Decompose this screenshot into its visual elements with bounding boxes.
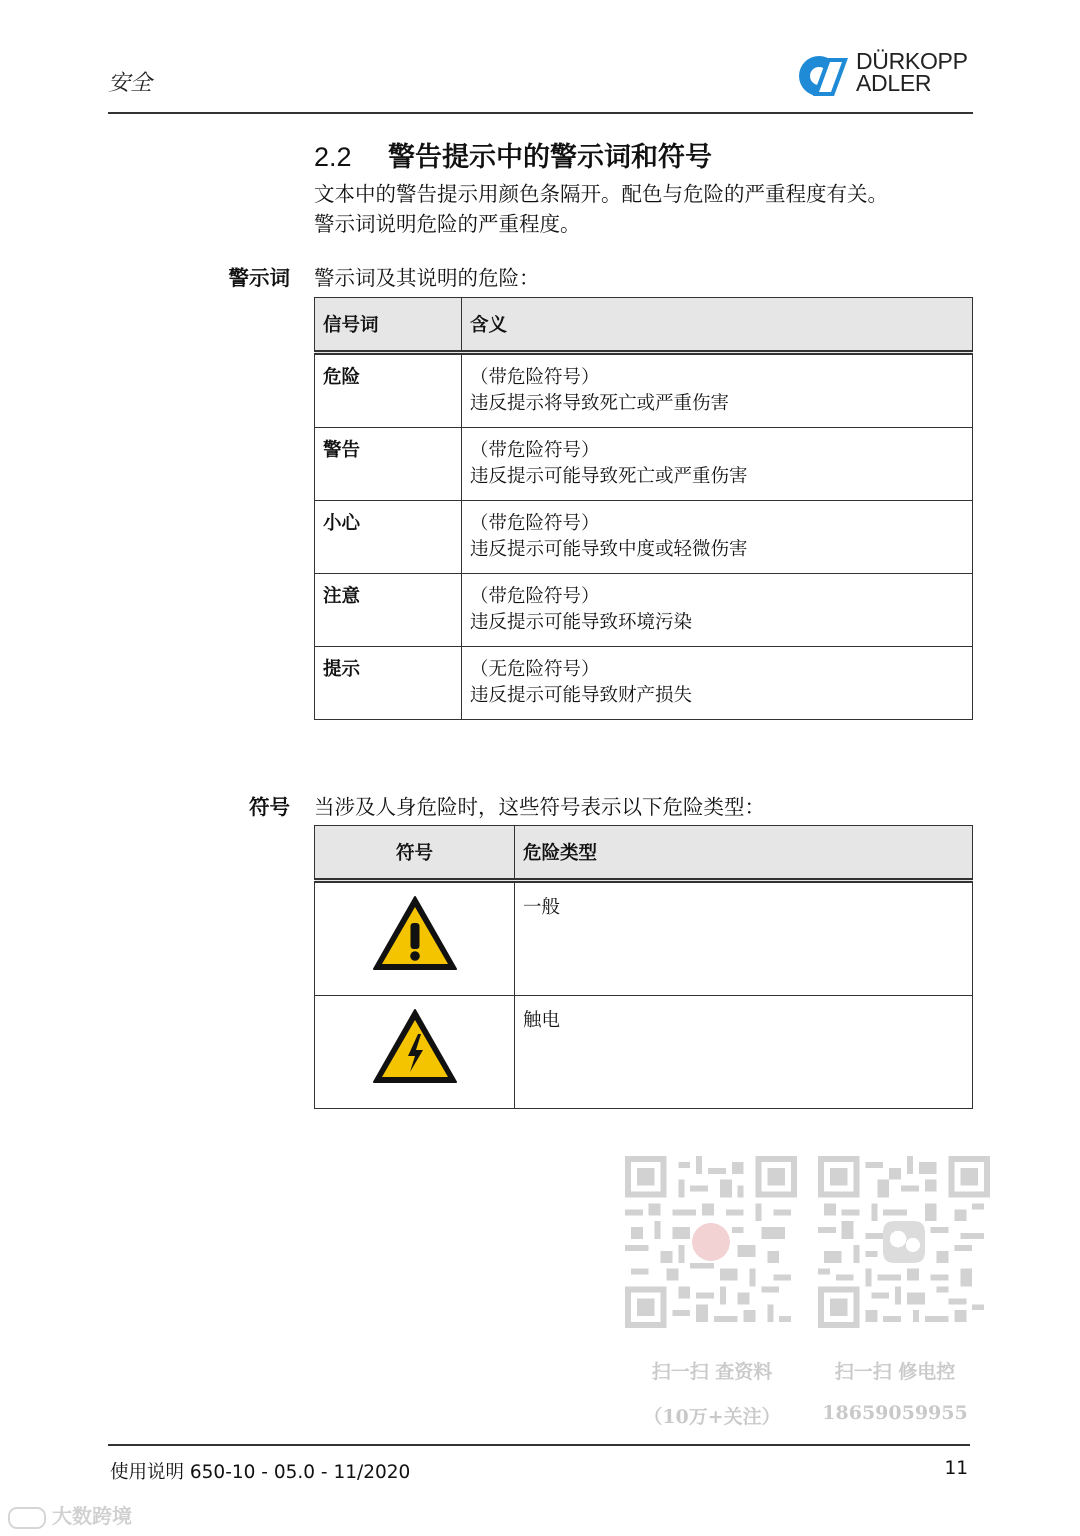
- watermark-logo-icon: [8, 1507, 46, 1529]
- symbol-note: （带危险符号）: [470, 440, 600, 461]
- qr-caption-line: 扫一扫 修电控: [834, 1361, 956, 1383]
- durkopp-adler-logo: [798, 50, 978, 100]
- symbol-cell: [315, 996, 515, 1109]
- meaning-cell: [462, 647, 973, 720]
- meaning-cell: [462, 428, 973, 501]
- page-number: 11: [944, 1458, 968, 1479]
- header-rule: [108, 112, 973, 114]
- header-section-title: 安全: [108, 71, 153, 96]
- meaning-text: 违反提示将导致死亡或严重伤害: [470, 393, 730, 414]
- meaning-cell: [462, 501, 973, 574]
- symbols-lead: 当涉及人身危险时，这些符号表示以下危险类型：: [314, 795, 765, 819]
- signal-words-table: [314, 297, 973, 720]
- meaning-text: 违反提示可能导致环境污染: [470, 612, 693, 633]
- watermark: [8, 1500, 132, 1529]
- hazard-type-cell: 一般: [515, 881, 973, 996]
- qr-code-repair[interactable]: [818, 1156, 990, 1328]
- signal-word-cell: 提示: [315, 647, 462, 720]
- footer-rule: [108, 1444, 970, 1446]
- symbol-note: （带危险符号）: [470, 367, 600, 388]
- qr-caption-line: 扫一扫 查资料: [651, 1361, 773, 1383]
- logo-mark-icon: [798, 52, 850, 100]
- column-header-symbol: 符号: [315, 826, 515, 881]
- table-row: [315, 501, 973, 574]
- table-header-row: [315, 298, 973, 353]
- table-row: [315, 881, 973, 996]
- meaning-text: 违反提示可能导致财产损失: [470, 685, 693, 706]
- signal-words-lead: 警示词及其说明的危险：: [314, 266, 540, 290]
- general-warning-icon: [370, 893, 460, 973]
- symbol-note: （带危险符号）: [470, 513, 600, 534]
- qr-code-documents[interactable]: [625, 1156, 797, 1328]
- signal-word-cell: 危险: [315, 353, 462, 428]
- intro-line: 警示词说明危险的严重程度。: [314, 212, 581, 236]
- table-header-row: [315, 826, 973, 881]
- signal-word-cell: 注意: [315, 574, 462, 647]
- signal-words-side-label: 警示词: [228, 266, 290, 290]
- electric-shock-icon: [370, 1006, 460, 1086]
- table-row: [315, 353, 973, 428]
- watermark-text: 大数跨境: [52, 1504, 132, 1528]
- logo-line-2: ADLER: [856, 70, 932, 96]
- qr-caption-line: （10万+关注）: [643, 1406, 781, 1428]
- column-header-signal-word: 信号词: [315, 298, 462, 353]
- meaning-cell: [462, 574, 973, 647]
- section-number: 2.2: [314, 142, 352, 172]
- meaning-text: 违反提示可能导致死亡或严重伤害: [470, 466, 748, 487]
- section-heading: [314, 135, 712, 174]
- symbol-note: （带危险符号）: [470, 586, 600, 607]
- footer-document-info: 使用说明 650-10 - 05.0 - 11/2020: [110, 1462, 411, 1483]
- table-row: [315, 996, 973, 1109]
- meaning-cell: [462, 353, 973, 428]
- symbols-table: [314, 825, 973, 1109]
- signal-word-cell: 警告: [315, 428, 462, 501]
- hazard-type-cell: 触电: [515, 996, 973, 1109]
- column-header-meaning: 含义: [462, 298, 973, 353]
- intro-paragraph: [314, 179, 974, 239]
- symbols-side-label: 符号: [249, 795, 290, 819]
- symbol-cell: [315, 881, 515, 996]
- table-row: [315, 647, 973, 720]
- logo-text: [856, 50, 968, 94]
- qr-caption-line: 18659059955: [822, 1402, 968, 1424]
- table-row: [315, 574, 973, 647]
- section-title: 警告提示中的警示词和符号: [388, 142, 712, 173]
- table-row: [315, 428, 973, 501]
- intro-line: 文本中的警告提示用颜色条隔开。配色与危险的严重程度有关。: [314, 182, 888, 206]
- symbol-note: （无危险符号）: [470, 659, 600, 680]
- logo-line-1: DÜRKOPP: [856, 48, 968, 74]
- meaning-text: 违反提示可能导致中度或轻微伤害: [470, 539, 748, 560]
- signal-word-cell: 小心: [315, 501, 462, 574]
- column-header-hazard-type: 危险类型: [515, 826, 973, 881]
